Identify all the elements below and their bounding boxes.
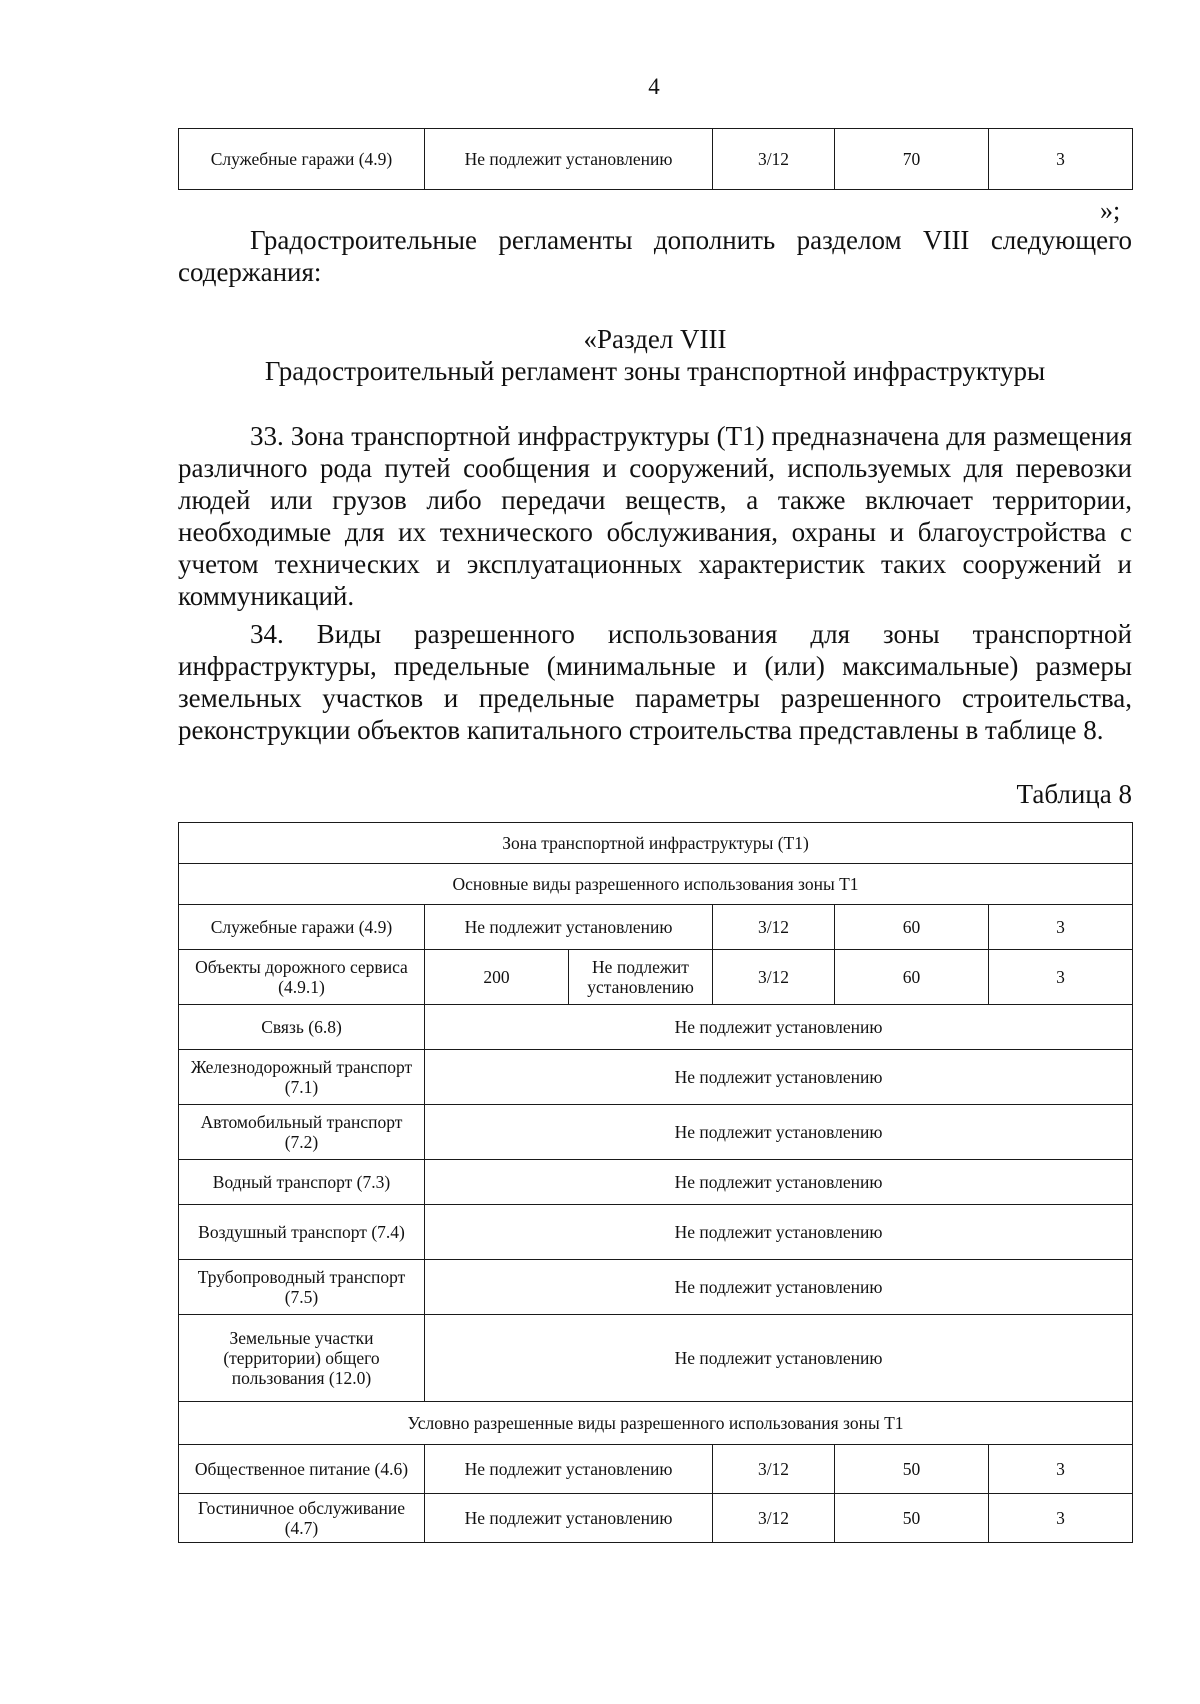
value-cell: Не подлежит установлению — [425, 1105, 1133, 1160]
table-row — [179, 1160, 1133, 1205]
area-cell: Не подлежит установлению — [425, 1445, 713, 1494]
coverage-cell: 60 — [835, 950, 989, 1005]
table-row — [179, 905, 1133, 950]
conditional-section-row — [179, 1402, 1133, 1445]
main-section-header: Основные виды разрешенного использования зоны Т1 — [179, 864, 1133, 905]
coverage-cell: 50 — [835, 1494, 989, 1543]
min-area-cell: 200 — [425, 950, 569, 1005]
continued-table — [178, 128, 1133, 190]
use-name-cell: Служебные гаражи (4.9) — [179, 129, 425, 190]
floors-cell: 3/12 — [713, 1445, 835, 1494]
coverage-cell: 60 — [835, 905, 989, 950]
value-cell: Не подлежит установлению — [425, 1205, 1133, 1260]
use-name-cell: Воздушный транспорт (7.4) — [179, 1205, 425, 1260]
value-cell: Не подлежит установлению — [425, 1260, 1133, 1315]
setback-cell: 3 — [989, 129, 1133, 190]
use-name-cell: Объекты дорожного сервиса (4.9.1) — [179, 950, 425, 1005]
table-row — [179, 129, 1133, 190]
use-name-cell: Автомобильный транспорт (7.2) — [179, 1105, 425, 1160]
table-row — [179, 1445, 1133, 1494]
use-name-cell: Земельные участки (территории) общего пользования (12.0) — [179, 1315, 425, 1402]
floors-cell: 3/12 — [713, 905, 835, 950]
setback-cell: 3 — [989, 1494, 1133, 1543]
use-name-cell: Трубопроводный транспорт (7.5) — [179, 1260, 425, 1315]
value-cell: Не подлежит установлению — [425, 1005, 1133, 1050]
value-cell: Не подлежит установлению — [425, 1315, 1133, 1402]
use-name-cell: Водный транспорт (7.3) — [179, 1160, 425, 1205]
closing-quote: »; — [1100, 196, 1121, 225]
page-number: 4 — [648, 74, 660, 99]
table-8 — [178, 822, 1133, 1543]
table-row — [179, 1005, 1133, 1050]
paragraph-34: 34. Виды разрешенного использования для зоны транспортной инфраструктуры, предельные (минимальные и (или) максимальные) размеры земельных участков и предельные параметры разрешенного строительства, реконструкции объектов капитального строительства представлены в таблице 8. — [178, 619, 1132, 745]
floors-cell: 3/12 — [713, 1494, 835, 1543]
conditional-section-header: Условно разрешенные виды разрешенного использования зоны Т1 — [179, 1402, 1133, 1445]
table-row — [179, 1105, 1133, 1160]
area-cell: Не подлежит установлению — [425, 905, 713, 950]
use-name-cell: Служебные гаражи (4.9) — [179, 905, 425, 950]
use-name-cell: Гостиничное обслуживание (4.7) — [179, 1494, 425, 1543]
coverage-cell: 70 — [835, 129, 989, 190]
section-title: «Раздел VIII — [583, 324, 727, 354]
table-row — [179, 1260, 1133, 1315]
area-cell: Не подлежит установлению — [425, 129, 713, 190]
table-row — [179, 1494, 1133, 1543]
use-name-cell: Железнодорожный транспорт (7.1) — [179, 1050, 425, 1105]
setback-cell: 3 — [989, 950, 1133, 1005]
main-section-row — [179, 864, 1133, 905]
zone-header: Зона транспортной инфраструктуры (Т1) — [179, 823, 1133, 864]
area-cell: Не подлежит установлению — [425, 1494, 713, 1543]
floors-cell: 3/12 — [713, 129, 835, 190]
paragraph-33: 33. Зона транспортной инфраструктуры (Т1) предназначена для размещения различного рода путей сообщения и сооружений, используемых для перевозки людей или грузов либо передачи веществ, а также включает территории, необходимые для их технического обслуживания, охраны и благоустройства с учетом технических и эксплуатационных характеристик таких сооружений и коммуникаций. — [178, 421, 1132, 611]
setback-cell: 3 — [989, 905, 1133, 950]
intro-paragraph: Градостроительные регламенты дополнить разделом VIII следующего содержания: — [178, 225, 1132, 287]
setback-cell: 3 — [989, 1445, 1133, 1494]
table-row — [179, 1315, 1133, 1402]
max-area-cell: Не подлежит установлению — [569, 950, 713, 1005]
zone-header-row — [179, 823, 1133, 864]
table-caption: Таблица 8 — [1016, 779, 1132, 809]
table-row — [179, 950, 1133, 1005]
floors-cell: 3/12 — [713, 950, 835, 1005]
coverage-cell: 50 — [835, 1445, 989, 1494]
table-row — [179, 1050, 1133, 1105]
section-subtitle: Градостроительный регламент зоны транспортной инфраструктуры — [264, 356, 1046, 386]
use-name-cell: Связь (6.8) — [179, 1005, 425, 1050]
table-row — [179, 1205, 1133, 1260]
use-name-cell: Общественное питание (4.6) — [179, 1445, 425, 1494]
value-cell: Не подлежит установлению — [425, 1160, 1133, 1205]
value-cell: Не подлежит установлению — [425, 1050, 1133, 1105]
